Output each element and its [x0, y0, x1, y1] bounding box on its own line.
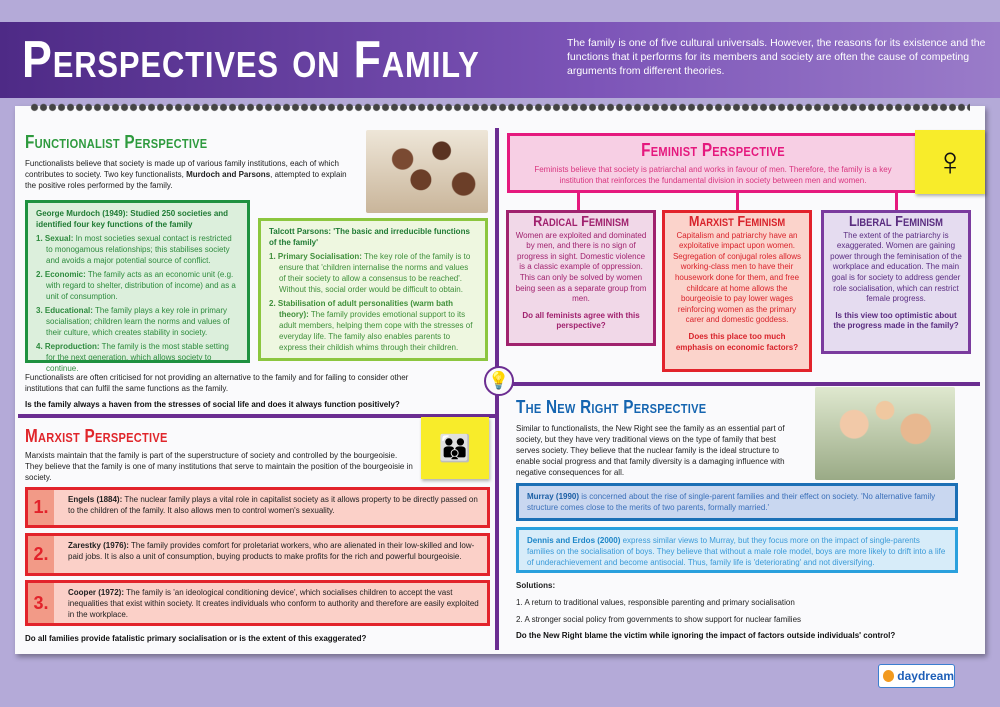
murdoch-box	[25, 200, 250, 373]
connector	[577, 193, 580, 210]
murdoch-item: 1. Sexual: In most societies sexual contact is restricted to monogamous relationships; this stabilises society and avoids a major potential source of conflict.	[36, 234, 232, 265]
liberal-feminism-title: Liberal Feminism	[849, 213, 943, 230]
liberal-feminism-box	[821, 210, 971, 354]
functionalist-criticism: Functionalists are often criticised for not providing an alternative to the family and for failing to consider other institutions that can fulfil the same functions as the family.	[25, 373, 409, 393]
murdoch-item: 3. Educational: The family plays a key role in primary socialisation; children learn the norms and values of their culture, which creates stability in society.	[36, 306, 230, 337]
new-right-heading: The New Right Perspective	[516, 397, 707, 417]
murdoch-item: 4. Reproduction: The family is the most stable setting for the next generation, which allows society to continue.	[36, 342, 229, 373]
family-photo	[366, 130, 488, 213]
logo-icon	[883, 670, 894, 682]
parsons-title: Talcott Parsons: 'The basic and irreducible functions of the family'	[269, 227, 470, 247]
logo-text: daydream	[897, 669, 954, 683]
header-intro: The family is one of five cultural universals. However, the reasons for its existence and the functions that it performs for its members and society are often the cause of competing arguments from different theories.	[567, 37, 986, 77]
parsons-item: 2. Stabilisation of adult personalities (warm bath theory): The family provides emotional support to its adult members, helping them cope with the stresses of everyday life. The family also enables parents to express their childish whims through their children.	[269, 299, 473, 352]
feminist-intro: Feminists believe that society is patriarchal and works in favour of men. Therefore, the family is a key institution that reinforces the fundamental division in society between men and women.	[534, 165, 892, 185]
solution-item: 1. A return to traditional values, responsible parenting and primary socialisation	[516, 598, 795, 607]
feminist-box	[507, 133, 919, 193]
marxist-feminism-question: Does this place too much emphasis on economic factors?	[675, 331, 799, 352]
daydream-logo	[878, 664, 955, 688]
parsons-item: 1. Primary Socialisation: The key role of the family is to ensure that 'children internalise the norms and values of their society to allow a consensus to be reached'. Without this, social order would be difficult to obtain.	[269, 252, 471, 294]
radical-feminism-question: Do all feminists agree with this perspective?	[522, 310, 640, 331]
new-right-intro: Similar to functionalists, the New Right see the family as an essential part of society, but they have very traditional views on the type of family that best serves society. They believe that the nuclear family is the ideal structure to enable social progress and that family diversity is a damaging influence with negative consequences for all.	[516, 424, 785, 477]
feminist-heading: Feminist Perspective	[641, 140, 785, 160]
connector	[736, 193, 739, 210]
page-title: Perspectives on Family	[22, 31, 480, 89]
marxist-feminism-title: Marxist Feminism	[688, 213, 786, 230]
marxist-point: 2. Zarestky (1976): The family provides comfort for proletariat workers, who are alienated in their low-skilled and low-paid jobs. It is also a unit of consumption, buying products to make profits for the rich and powerful bourgeoisie.	[25, 533, 490, 576]
solution-item: 2. A stronger social policy from governments to show support for nuclear families	[516, 615, 802, 624]
radical-feminism-text: Women are exploited and dominated by men, and there is no sign of progress in sight. Domestic violence is a classic example of oppression. This can only be solved by women being seen as a separate group from men.	[515, 230, 647, 304]
dennis-erdos-box: Dennis and Erdos (2000) express similar views to Murray, but they focus more on the impact of single-parents families on the socialisation of boys. They believe that without a male role model, boys are more likely to drift into a life of underachievement and become antisocial. Thus, family life is 'deteriorating' and not diversifying.	[516, 527, 958, 573]
functionalist-intro: Functionalists believe that society is made up of various family institutions, each of which contributes to society. Two key functionalists, Murdoch and Parsons, attempted to explain the positive roles performed by the family.	[25, 159, 347, 190]
happy-family-photo	[815, 387, 955, 480]
functionalist-question: Is the family always a haven from the stresses of social life and does it always function positively?	[25, 400, 400, 409]
liberal-feminism-text: The extent of the patriarchy is exaggerated. Women are gaining power through the feminisation of the workplace and education. The main goal is for society to address gender role socialisation, which can restrict female progress.	[830, 230, 962, 304]
connector	[895, 193, 898, 210]
radical-feminism-box	[506, 210, 656, 346]
marxist-feminism-box	[662, 210, 812, 372]
murdoch-item: 2. Economic: The family acts as an economic unit (e.g. with regard to shelter, distribution of income) and as a unit of consumption.	[36, 270, 236, 301]
right-divider	[500, 382, 980, 386]
marxist-heading: Marxist Perspective	[25, 426, 168, 446]
liberal-feminism-question: Is this view too optimistic about the progress made in the family?	[833, 310, 959, 331]
functionalist-heading: Functionalist Perspective	[25, 132, 208, 152]
marxist-point: 1. Engels (1884): The nuclear family plays a vital role in capitalist society as it allows property to be directly passed on to the children of the family. It also allows men to control women's sexuality.	[25, 487, 490, 528]
marxist-feminism-text: Capitalism and patriarchy have an exploitative impact upon women. Segregation of conjugal roles allows working-class men to have their housework done for them, and free childcare at home allows the bourgeoisie to pay lower wages reinforcing women as the primary carer and domestic goddess.	[672, 230, 802, 325]
murdoch-title: George Murdoch (1949): Studied 250 societies and identified four key functions of the family	[36, 209, 229, 229]
parsons-box	[258, 218, 488, 361]
spiral-binding	[30, 99, 970, 113]
marxist-point: 3. Cooper (1972): The family is 'an ideological conditioning device', which socialises children to accept the vast inequalities that exist within society. It creates individuals who conform to authority and therefore are easily exploited in the workplace.	[25, 580, 490, 626]
marxist-intro: Marxists maintain that the family is part of the superstructure of society and controlled by the bourgeoisie. They believe that the family is one of many institutions that serve to maintain the position of the bourgeoisie in society.	[25, 451, 413, 482]
solutions-label: Solutions:	[516, 581, 556, 590]
header-banner	[0, 22, 1000, 98]
marxist-question: Do all families provide fatalistic primary socialisation or is the extent of this exaggerated?	[25, 634, 367, 643]
lightbulb-icon: 💡	[484, 366, 514, 396]
new-right-question: Do the New Right blame the victim while ignoring the impact of factors outside individuals' control?	[516, 631, 896, 640]
radical-feminism-title: Radical Feminism	[533, 213, 629, 230]
family-stick-figures-icon: 👪	[421, 417, 489, 479]
female-symbol-icon: ♀	[915, 130, 985, 194]
murray-box: Murray (1990) is concerned about the rise of single-parent families and their effect on society. 'No alternative family structure comes close to the merits of two parents, formally married.'	[516, 483, 958, 521]
